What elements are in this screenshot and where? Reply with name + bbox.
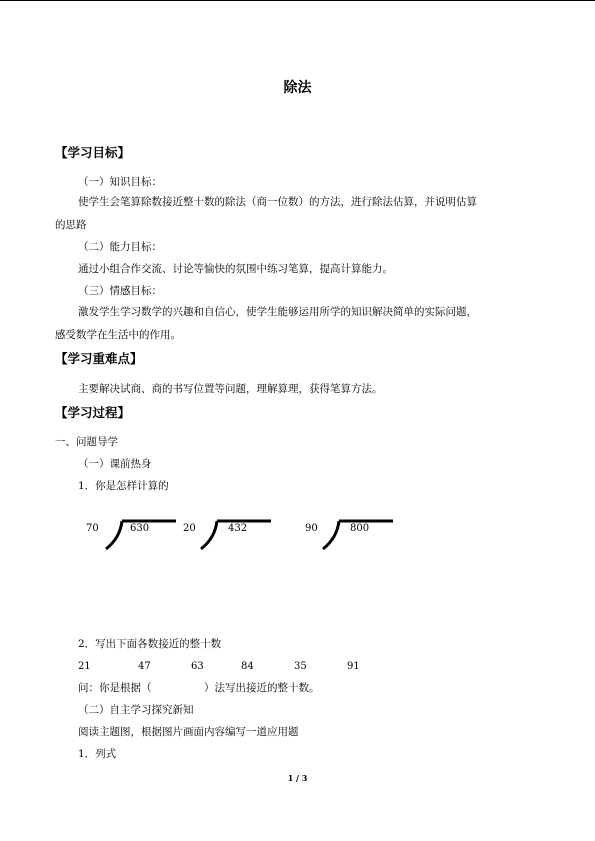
number-item: 91 — [347, 661, 360, 672]
read-instruction: 阅读主题图，根据图片画面内容编写一道应用题 — [78, 726, 299, 738]
number-item: 63 — [191, 661, 204, 672]
knowledge-line1: 使学生会笔算除数接近整十数的除法（商一位数）的方法，进行除法估算，并说明估算 — [78, 196, 477, 208]
warmup-label: （一）课前热身 — [78, 458, 152, 470]
question-1: 1．你是怎样计算的 — [78, 480, 169, 492]
part1-label: 一、问题导学 — [55, 436, 118, 448]
divisor: 70 — [86, 523, 99, 534]
ability-label: （二）能力目标： — [78, 241, 162, 253]
dividend: 432 — [228, 523, 248, 534]
emotion-label: （三）情感目标： — [78, 285, 162, 297]
page-title: 除法 — [283, 80, 312, 96]
header-rule — [0, 0, 595, 1]
divisor: 90 — [305, 523, 318, 534]
number-item: 84 — [241, 661, 254, 672]
number-item: 47 — [138, 661, 151, 672]
emotion-line1: 激发学生学习数学的兴趣和自信心，使学生能够运用所学的知识解决简单的实际问题， — [78, 306, 477, 318]
keypoints-heading: 【学习重难点】 — [55, 351, 143, 366]
knowledge-label: （一）知识目标： — [78, 176, 162, 188]
explore-label: （二）自主学习探究新知 — [78, 704, 194, 716]
emotion-line2: 感受数学在生活中的作用。 — [55, 329, 181, 341]
question-text: 问：你是根据（ ）法写出接近的整十数。 — [78, 682, 320, 694]
number-item: 21 — [78, 661, 91, 672]
ability-text: 通过小组合作交流、讨论等愉快的氛围中练习笔算，提高计算能力。 — [78, 263, 393, 275]
objectives-heading: 【学习目标】 — [55, 145, 131, 160]
knowledge-line2: 的思路 — [55, 219, 87, 231]
question-2: 2．写出下面各数接近的整十数 — [78, 638, 222, 650]
process-heading: 【学习过程】 — [55, 405, 131, 420]
keypoints-text: 主要解决试商、商的书写位置等问题，理解算理，获得笔算方法。 — [78, 383, 383, 395]
dividend: 630 — [130, 523, 150, 534]
dividend: 800 — [350, 523, 370, 534]
page-number: 1 / 3 — [287, 773, 308, 783]
divisor: 20 — [183, 523, 196, 534]
number-item: 35 — [294, 661, 307, 672]
formula-label: 1．列式 — [78, 748, 117, 760]
